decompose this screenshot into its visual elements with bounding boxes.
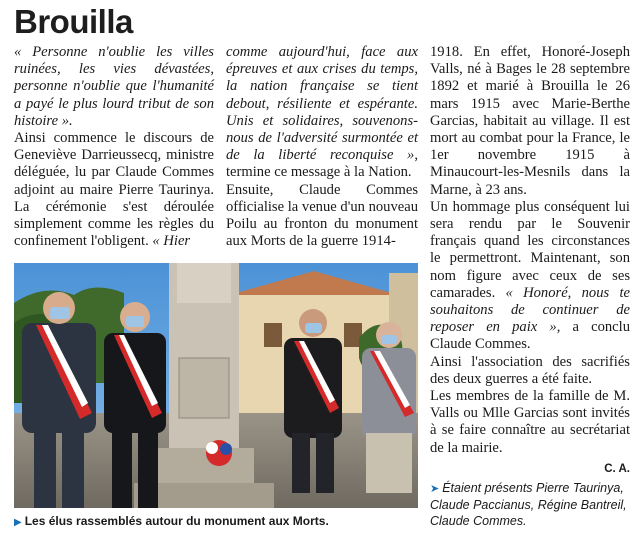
nation-quote: comme aujourd'hui, face aux épreuves et aux crises du temps, la nation française se tient debout, résiliente et espérante. Unis et solidaires, souvenons-nous de l'adversité surmontée et de la liberté reconquise » [226,44,418,164]
paragraph-text: Ainsi commence le discours de Geneviève Darrieussecq, ministre déléguée, lu par Claude Commes adjoint au maire Pierre Taurinya. La cérémonie s'est déroulée simplement comme les règles du confinement l'obligent. [14,130,214,250]
attendees-text: Étaient présents Pierre Taurinya, Claude Paccianus, Régine Bantreil, Claude Commes. [430,481,627,529]
opening-quote: « Personne n'oublie les villes ruinées, les vies dévastées, personne n'oublie que l'humanité a payé le plus lourd tribut de son histoire ». [14,44,214,129]
paragraph-tail: , termine ce message à la Nation. [226,147,418,181]
photo-caption [14,513,418,531]
monument-base [154,448,254,488]
honore-quote: « Honoré, nous te souhaitons de continuer de reposer en paix » [430,284,630,336]
article-column-2 [226,44,418,250]
attendees-note [430,480,630,529]
quote-start: « Hier [152,233,191,250]
article-paragraph: Ainsi l'association des sacrifiés des deux guerres a été faite. [430,353,630,387]
ceremony-photo-illustration [14,263,418,508]
article-paragraph: Ensuite, Claude Commes officialise la venue d'un nouveau Poilu au fronton du monument aux Morts de la guerre 1914- [226,181,419,250]
ceremony-photo [14,263,418,508]
article-paragraph: 1918. En effet, Honoré-Joseph Valls, né à Bages le 28 septembre 1892 et marié à Brouilla le 26 mars 1915 avec Marie-Berthe Garcias, habitait au village. Il est mort au combat pour la France, le 1er novembre 1915 à Minaucourt-les-Mesnils dans la Marne, à 23 ans. [430,44,630,198]
caption-marker-icon: ▶ [14,517,22,528]
article-column-3 [430,44,630,529]
article-column-1 [14,44,214,250]
article-headline: Brouilla [14,3,133,40]
article-paragraph [226,44,418,182]
article-paragraph [14,130,214,250]
article-paragraph [430,199,630,354]
paragraph-tail: , a conclu Claude Commes. [430,319,631,353]
caption-text: Les élus rassemblés autour du monument aux Morts. [24,514,329,528]
author-signature: C. A. [604,462,630,475]
arrow-icon: ➤ [430,483,440,496]
paragraph-text: Un hommage plus conséquent lui sera rendu par le Souvenir français quand les circonstances le permettront. Maintenant, son nom figure avec ceux de ses camarades. [430,198,630,301]
monument-plaque [179,358,229,418]
article-paragraph: Les membres de la famille de M. Valls ou Mlle Garcias sont invités à se faire connaître au secrétariat de la mairie. [430,388,630,456]
